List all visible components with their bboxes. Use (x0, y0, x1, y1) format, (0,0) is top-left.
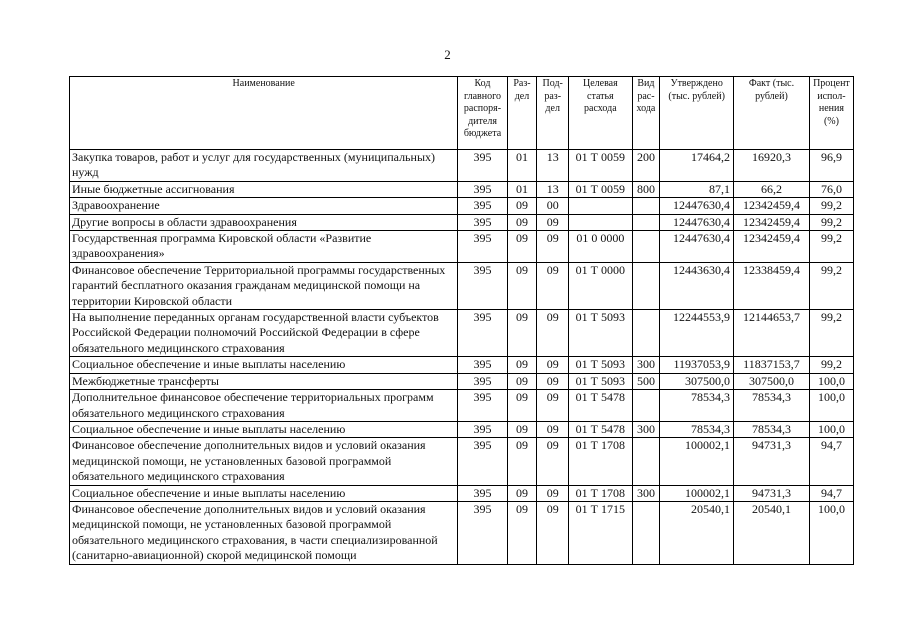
row-percent: 94,7 (809, 485, 853, 501)
row-chief-manager-code: 395 (458, 310, 507, 357)
row-actual: 12342459,4 (734, 198, 810, 214)
row-approved: 100002,1 (660, 438, 734, 485)
row-section: 09 (507, 421, 537, 437)
row-name: Закупка товаров, работ и услуг для государственных (муниципальных) нужд (70, 150, 458, 182)
row-target-article: 01 Т 1708 (569, 485, 633, 501)
row-subsection: 09 (537, 262, 569, 309)
row-subsection: 09 (537, 390, 569, 422)
row-section: 01 (507, 181, 537, 197)
row-percent: 100,0 (809, 390, 853, 422)
row-percent: 99,2 (809, 357, 853, 373)
row-approved: 307500,0 (660, 373, 734, 389)
header-approved: Утверждено (тыс. рублей) (660, 77, 734, 150)
row-percent: 96,9 (809, 150, 853, 182)
row-section: 09 (507, 310, 537, 357)
row-actual: 16920,3 (734, 150, 810, 182)
row-target-article: 01 Т 0059 (569, 181, 633, 197)
row-target-article: 01 0 0000 (569, 231, 633, 263)
row-section: 09 (507, 485, 537, 501)
row-percent: 99,2 (809, 198, 853, 214)
row-chief-manager-code: 395 (458, 501, 507, 564)
table-body (70, 150, 854, 565)
page-number: 2 (444, 47, 451, 62)
row-section: 09 (507, 262, 537, 309)
row-expense-type (632, 231, 660, 263)
row-name: Социальное обеспечение и иные выплаты населению (70, 357, 458, 373)
table-row (70, 373, 854, 389)
header-section: Раз-дел (507, 77, 537, 150)
table-row (70, 198, 854, 214)
row-name: Финансовое обеспечение дополнительных видов и условий оказания медицинской помощи, не установленных базовой программой обязательного медицинского страхования, в части специализированной (санитарно-авиационной) скорой медицинской помощи (70, 501, 458, 564)
row-approved: 17464,2 (660, 150, 734, 182)
row-actual: 94731,3 (734, 438, 810, 485)
row-expense-type (632, 262, 660, 309)
row-target-article: 01 Т 1708 (569, 438, 633, 485)
row-name: Финансовое обеспечение Территориальной программы государственных гарантий бесплатного оказания гражданам медицинской помощи на территории Кировской области (70, 262, 458, 309)
row-target-article (569, 214, 633, 230)
row-approved: 20540,1 (660, 501, 734, 564)
row-expense-type (632, 438, 660, 485)
row-expense-type (632, 214, 660, 230)
row-percent: 76,0 (809, 181, 853, 197)
table-row (70, 357, 854, 373)
row-name: Финансовое обеспечение дополнительных видов и условий оказания медицинской помощи, не установленных базовой программой обязательного медицинского страхования (70, 438, 458, 485)
row-subsection: 09 (537, 501, 569, 564)
row-name: Иные бюджетные ассигнования (70, 181, 458, 197)
row-approved: 12244553,9 (660, 310, 734, 357)
row-actual: 307500,0 (734, 373, 810, 389)
row-approved: 100002,1 (660, 485, 734, 501)
table-row (70, 438, 854, 485)
row-subsection: 09 (537, 373, 569, 389)
row-actual: 20540,1 (734, 501, 810, 564)
table-row (70, 181, 854, 197)
row-actual: 12338459,4 (734, 262, 810, 309)
row-chief-manager-code: 395 (458, 421, 507, 437)
row-target-article: 01 Т 1715 (569, 501, 633, 564)
row-actual: 78534,3 (734, 421, 810, 437)
row-target-article: 01 Т 0000 (569, 262, 633, 309)
row-section: 09 (507, 198, 537, 214)
table-row (70, 390, 854, 422)
row-name: На выполнение переданных органам государственной власти субъектов Российской Федерации полномочий Российской Федерации в сфере обязательного медицинского страхования (70, 310, 458, 357)
row-subsection: 09 (537, 485, 569, 501)
row-chief-manager-code: 395 (458, 150, 507, 182)
row-percent: 99,2 (809, 310, 853, 357)
row-subsection: 09 (537, 310, 569, 357)
header-subsection: Под-раз-дел (537, 77, 569, 150)
row-expense-type: 300 (632, 421, 660, 437)
row-section: 09 (507, 390, 537, 422)
row-approved: 78534,3 (660, 421, 734, 437)
budget-table (69, 76, 854, 565)
row-percent: 94,7 (809, 438, 853, 485)
row-name: Социальное обеспечение и иные выплаты населению (70, 485, 458, 501)
header-chief-manager-code: Код главного распоря-дителя бюджета (458, 77, 507, 150)
row-expense-type: 500 (632, 373, 660, 389)
row-chief-manager-code: 395 (458, 198, 507, 214)
row-percent: 100,0 (809, 421, 853, 437)
row-target-article: 01 Т 5093 (569, 373, 633, 389)
row-percent: 100,0 (809, 373, 853, 389)
row-approved: 12447630,4 (660, 214, 734, 230)
row-expense-type: 300 (632, 357, 660, 373)
row-expense-type (632, 198, 660, 214)
row-subsection: 09 (537, 357, 569, 373)
row-approved: 78534,3 (660, 390, 734, 422)
row-approved: 12447630,4 (660, 198, 734, 214)
row-section: 01 (507, 150, 537, 182)
row-name: Здравоохранение (70, 198, 458, 214)
header-expense-type: Вид рас-хода (632, 77, 660, 150)
row-chief-manager-code: 395 (458, 438, 507, 485)
row-target-article: 01 Т 0059 (569, 150, 633, 182)
table-row (70, 214, 854, 230)
table-row (70, 501, 854, 564)
row-percent: 100,0 (809, 501, 853, 564)
row-approved: 12447630,4 (660, 231, 734, 263)
row-actual: 78534,3 (734, 390, 810, 422)
row-actual: 66,2 (734, 181, 810, 197)
row-target-article: 01 Т 5478 (569, 421, 633, 437)
row-section: 09 (507, 373, 537, 389)
row-chief-manager-code: 395 (458, 390, 507, 422)
row-actual: 12342459,4 (734, 231, 810, 263)
row-section: 09 (507, 214, 537, 230)
row-approved: 12443630,4 (660, 262, 734, 309)
header-name: Наименование (70, 77, 458, 150)
row-subsection: 13 (537, 150, 569, 182)
row-subsection: 13 (537, 181, 569, 197)
row-chief-manager-code: 395 (458, 373, 507, 389)
table-header-row (70, 77, 854, 150)
row-chief-manager-code: 395 (458, 485, 507, 501)
row-expense-type: 300 (632, 485, 660, 501)
table-row (70, 485, 854, 501)
row-actual: 12342459,4 (734, 214, 810, 230)
row-target-article: 01 Т 5478 (569, 390, 633, 422)
row-actual: 11837153,7 (734, 357, 810, 373)
row-expense-type (632, 501, 660, 564)
table-row (70, 262, 854, 309)
row-subsection: 09 (537, 214, 569, 230)
row-target-article: 01 Т 5093 (569, 357, 633, 373)
row-section: 09 (507, 357, 537, 373)
row-expense-type: 800 (632, 181, 660, 197)
row-name: Дополнительное финансовое обеспечение территориальных программ обязательного медицинского страхования (70, 390, 458, 422)
row-expense-type (632, 390, 660, 422)
header-target-article: Целевая статья расхода (569, 77, 633, 150)
row-subsection: 09 (537, 438, 569, 485)
row-subsection: 09 (537, 231, 569, 263)
row-chief-manager-code: 395 (458, 231, 507, 263)
table-row (70, 150, 854, 182)
row-chief-manager-code: 395 (458, 214, 507, 230)
row-target-article: 01 Т 5093 (569, 310, 633, 357)
row-name: Государственная программа Кировской области «Развитие здравоохранения» (70, 231, 458, 263)
row-chief-manager-code: 395 (458, 357, 507, 373)
row-chief-manager-code: 395 (458, 262, 507, 309)
row-percent: 99,2 (809, 231, 853, 263)
row-actual: 94731,3 (734, 485, 810, 501)
table-row (70, 231, 854, 263)
row-name: Другие вопросы в области здравоохранения (70, 214, 458, 230)
row-actual: 12144653,7 (734, 310, 810, 357)
row-section: 09 (507, 231, 537, 263)
row-percent: 99,2 (809, 262, 853, 309)
row-section: 09 (507, 438, 537, 485)
table-row (70, 421, 854, 437)
row-name: Межбюджетные трансферты (70, 373, 458, 389)
header-percent: Процент испол-нения (%) (809, 77, 853, 150)
row-target-article (569, 198, 633, 214)
row-approved: 11937053,9 (660, 357, 734, 373)
row-name: Социальное обеспечение и иные выплаты населению (70, 421, 458, 437)
row-subsection: 00 (537, 198, 569, 214)
row-percent: 99,2 (809, 214, 853, 230)
row-expense-type (632, 310, 660, 357)
row-expense-type: 200 (632, 150, 660, 182)
row-subsection: 09 (537, 421, 569, 437)
row-section: 09 (507, 501, 537, 564)
row-chief-manager-code: 395 (458, 181, 507, 197)
row-approved: 87,1 (660, 181, 734, 197)
header-actual: Факт (тыс. рублей) (734, 77, 810, 150)
table-row (70, 310, 854, 357)
